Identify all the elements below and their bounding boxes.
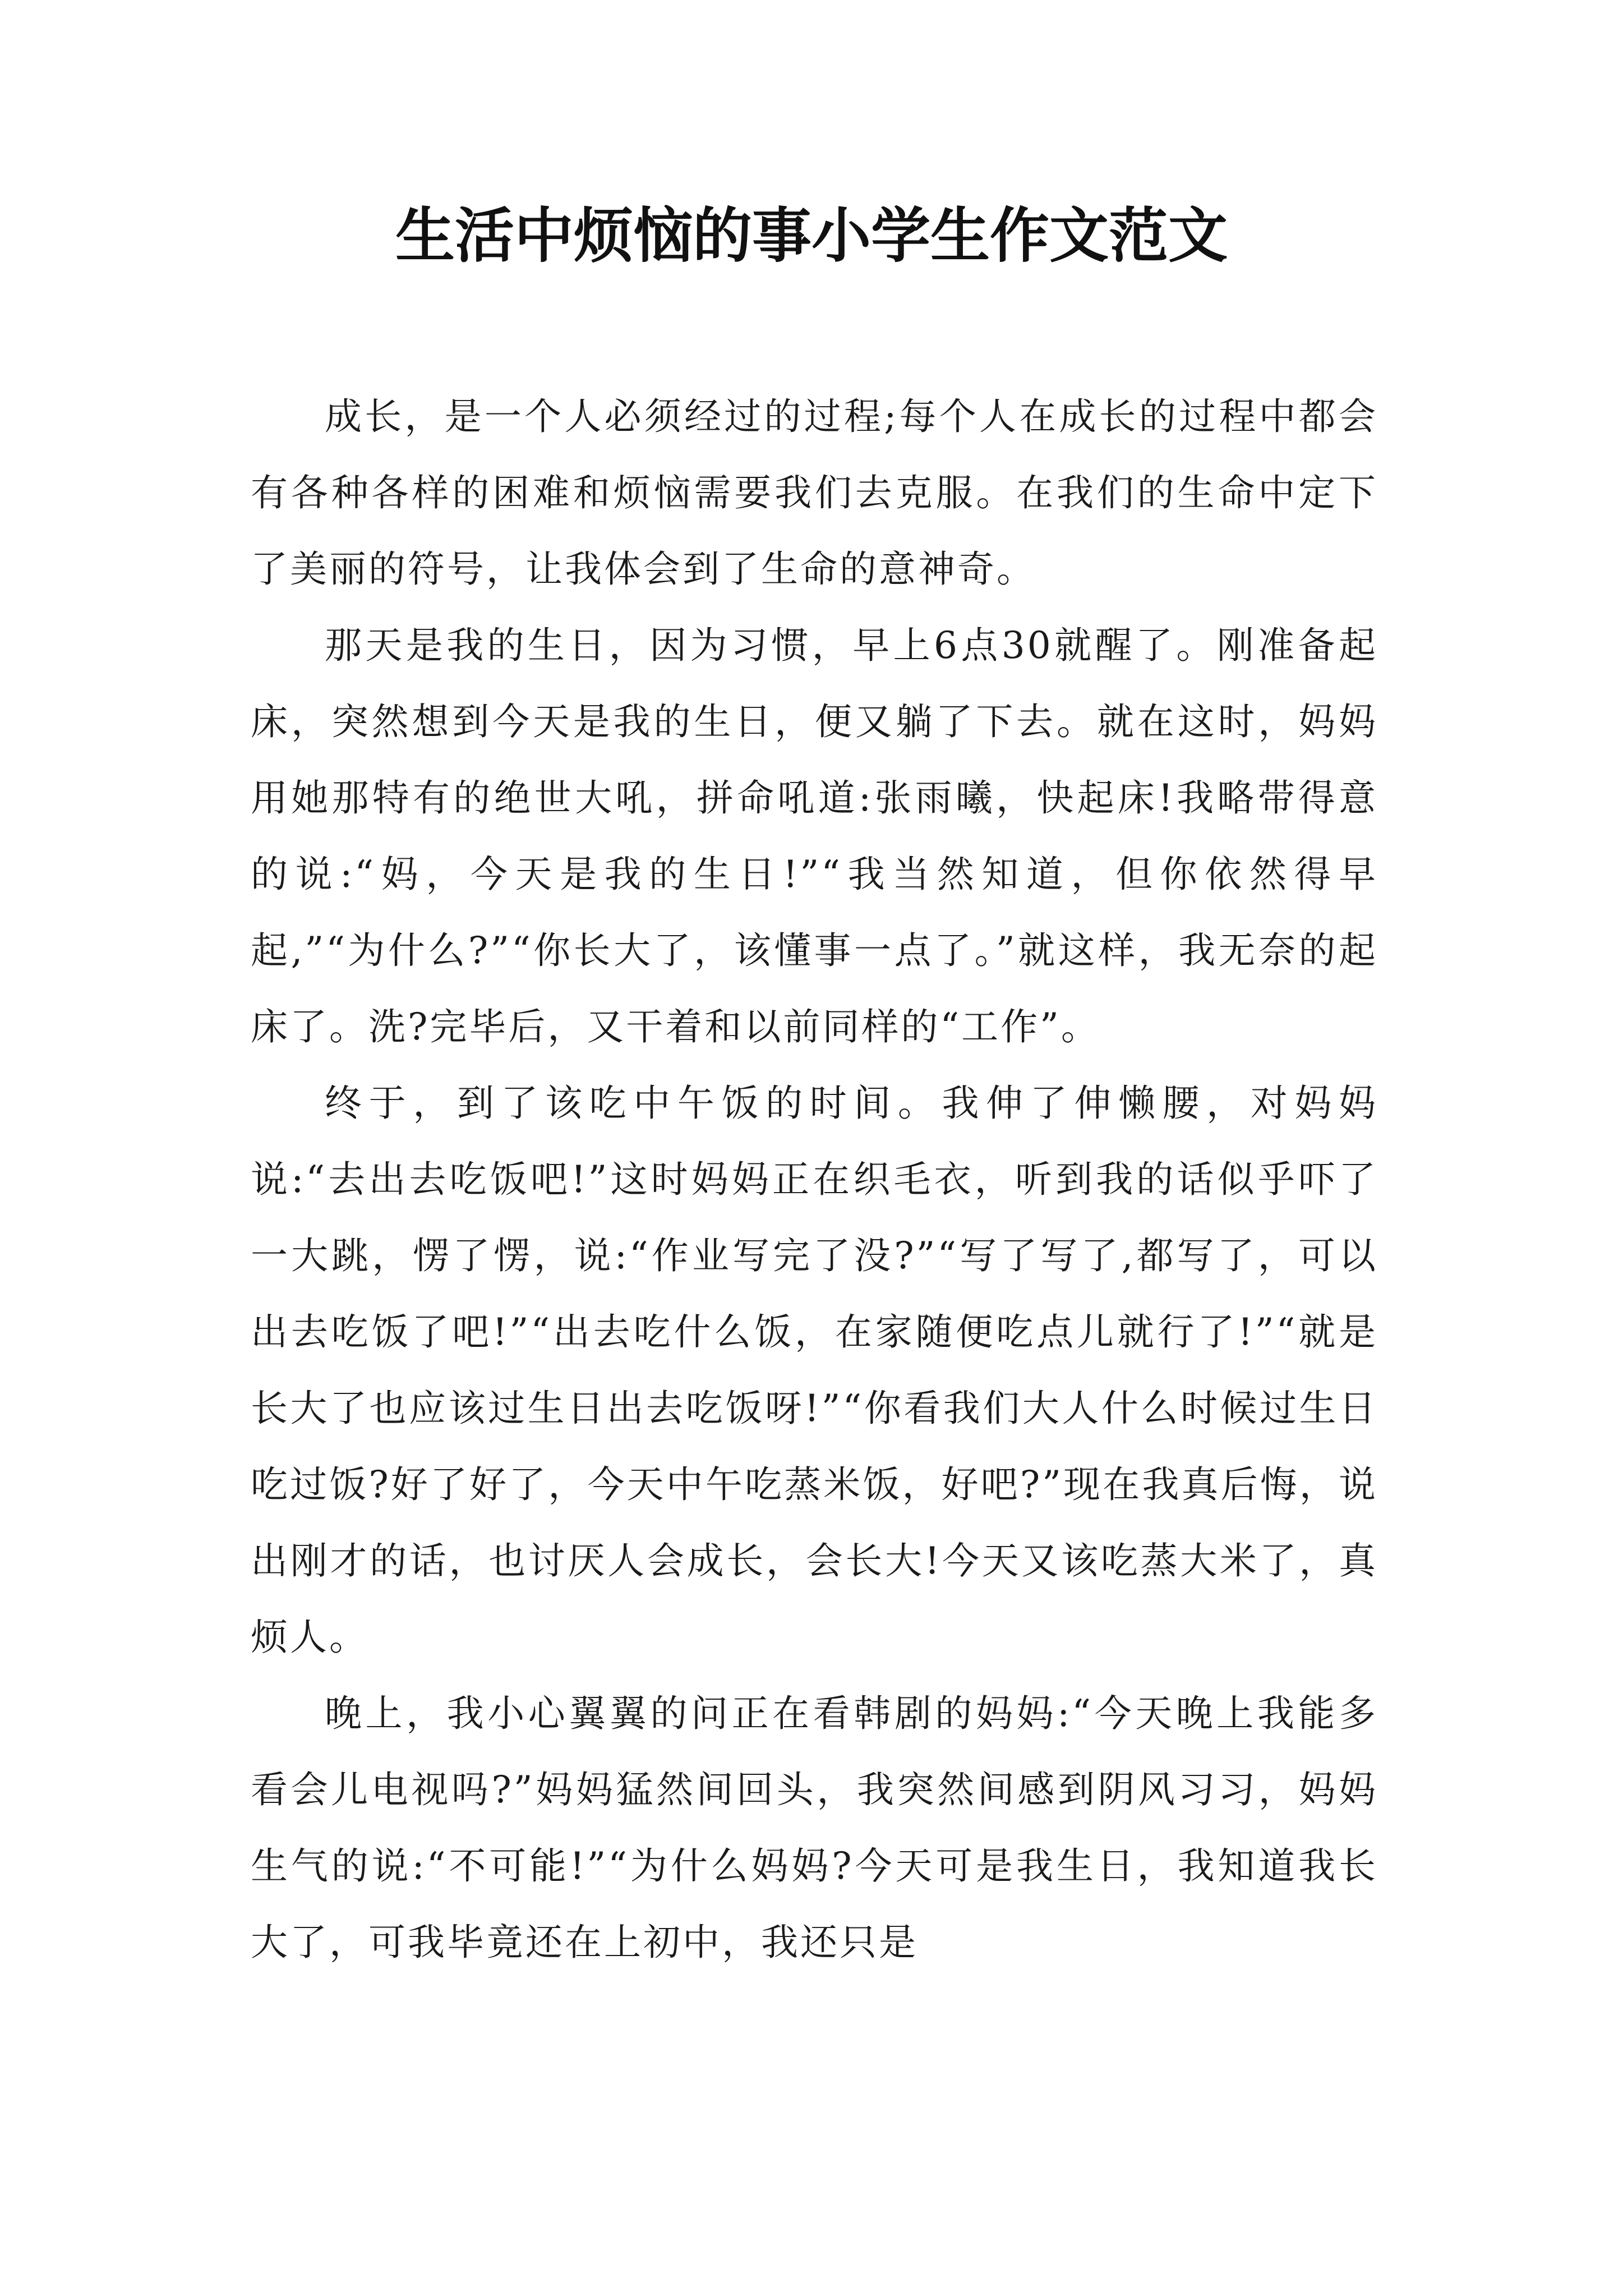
paragraph-2: 那天是我的生日，因为习惯，早上6点30就醒了。刚准备起床，突然想到今天是我的生日，便又躺了下去。就在这时，妈妈用她那特有的绝世大吼，拼命吼道:张雨曦，快起床!我略带得意的说:“妈，今天是我的生日!”“我当然知道，但你依然得早起,”“为什么?”“你长大了，该懂事一点了。”就这样，我无奈的起床了。洗?完毕后，又干着和以前同样的“工作”。 — [251, 624, 1378, 1048]
document-body — [251, 379, 1378, 1981]
paragraph-3: 终于，到了该吃中午饭的时间。我伸了伸懒腰，对妈妈说:“去出去吃饭吧!”这时妈妈正在织毛衣，听到我的话似乎吓了一大跳，愣了愣，说:“作业写完了没?”“写了写了,都写了，可以出去吃饭了吧!”“出去吃什么饭，在家随便吃点儿就行了!”“就是长大了也应该过生日出去吃饭呀!”“你看我们大人什么时候过生日吃过饭?好了好了，今天中午吃蒸米饭，好吧?”现在我真后悔，说出刚才的话，也讨厌人会成长，会长大!今天又该吃蒸大米了，真烦人。 — [251, 1082, 1378, 1659]
document-title: 生活中烦恼的事小学生作文范文 — [395, 200, 1228, 270]
paragraph-1: 成长，是一个人必须经过的过程;每个人在成长的过程中都会有各种各样的困难和烦恼需要我们去克服。在我们的生命中定下了美丽的符号，让我体会到了生命的意神奇。 — [251, 395, 1378, 591]
paragraph-4: 晚上，我小心翼翼的问正在看韩剧的妈妈:“今天晚上我能多看会儿电视吗?”妈妈猛然间回头，我突然间感到阴风习习，妈妈生气的说:“不可能!”“为什么妈妈?今天可是我生日，我知道我长大了，可我毕竟还在上初中，我还只是 — [251, 1692, 1378, 1964]
